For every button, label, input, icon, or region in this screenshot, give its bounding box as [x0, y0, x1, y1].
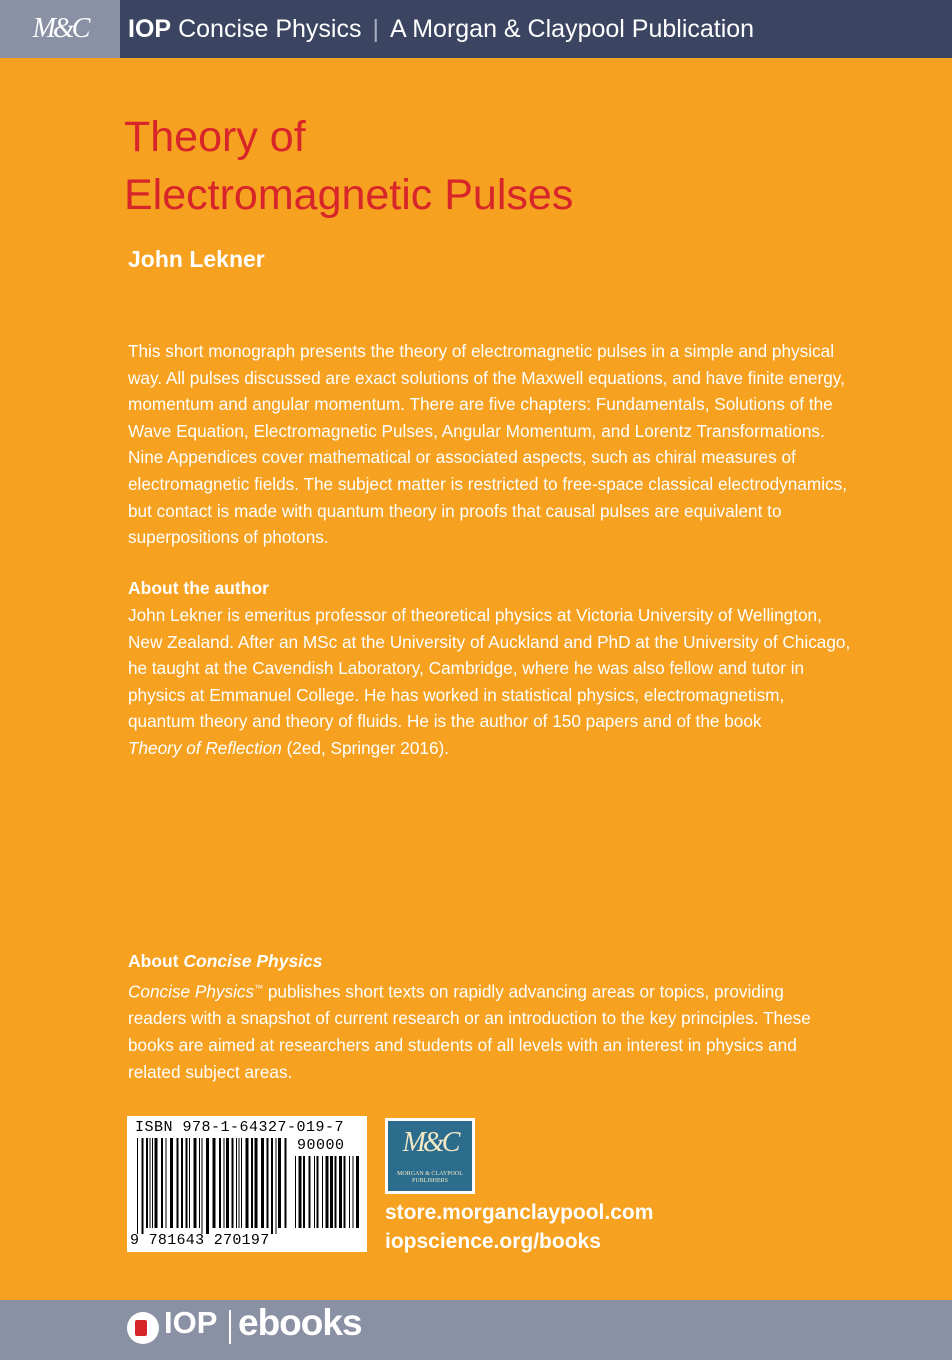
barcode-bar — [155, 1138, 158, 1228]
abstract-line: electromagnetic fields. The subject matter is restricted to free-space classical electrodynamics, — [128, 473, 847, 494]
header-bar — [0, 0, 952, 58]
abstract-line: This short monograph presents the theory of electromagnetic pulses in a simple and physical — [128, 341, 835, 361]
abstract-line: but contact is made with quantum theory in proofs that causal pulses are equivalent to — [128, 500, 782, 521]
barcode-bar — [142, 1138, 144, 1234]
isbn-barcode — [127, 1116, 367, 1252]
barcode-bar — [349, 1156, 350, 1228]
mc-logo-panel — [388, 1121, 472, 1191]
barcode-bar — [189, 1138, 190, 1228]
barcode-bar — [267, 1138, 269, 1228]
barcode-bar — [170, 1138, 173, 1228]
author-bio-line: quantum theory and theory of fluids. He is the author of 150 papers and of the book — [128, 711, 762, 732]
barcode-bar — [219, 1138, 221, 1228]
barcode-bar — [236, 1138, 237, 1228]
barcode-bar — [186, 1138, 188, 1228]
abstract-line: way. All pulses discussed are exact solutions of the Maxwell equations, and have finite energy, — [128, 367, 845, 388]
barcode-bar — [206, 1138, 209, 1234]
trademark-symbol: ™ — [254, 983, 264, 993]
barcode-bar — [146, 1138, 148, 1228]
iop-logo-icon — [127, 1312, 159, 1344]
barcode-bar — [213, 1138, 216, 1228]
publisher-logo — [0, 0, 120, 58]
barcode-bar — [278, 1138, 281, 1228]
barcode-bar — [314, 1156, 315, 1228]
barcode-bar — [241, 1138, 242, 1228]
barcode-bar — [339, 1156, 342, 1228]
barcode-bar — [261, 1138, 264, 1228]
series-desc-line: books are aimed at researchers and students of all levels with an interest in physics and — [128, 1034, 797, 1055]
mc-logo-line-1: MORGAN & CLAYPOOL — [397, 1171, 463, 1177]
barcode-bar — [322, 1156, 323, 1228]
author-name: John Lekner — [128, 246, 265, 272]
abstract-line: superpositions of photons. — [128, 527, 329, 548]
barcode-bar — [271, 1138, 273, 1234]
about-series-heading-name: Concise Physics — [183, 951, 323, 971]
series-desc-line: related subject areas. — [128, 1061, 293, 1082]
barcode-bar — [199, 1138, 200, 1228]
barcode-bar — [285, 1138, 287, 1228]
barcode-bar — [150, 1138, 151, 1228]
about-author-text — [128, 602, 851, 762]
book-title-line-2: Electromagnetic Pulses — [124, 171, 574, 219]
barcode-bar — [226, 1138, 229, 1228]
book-reference-detail: (2ed, Springer 2016). — [281, 737, 450, 758]
mc-logo-line-2: PUBLISHERS — [411, 1178, 448, 1184]
series-desc-line1: publishes short texts on rapidly advancing areas or topics, providing — [263, 981, 784, 1002]
abstract — [128, 338, 848, 551]
author-bio-line: John Lekner is emeritus professor of theoretical physics at Victoria University of Wellington, — [128, 605, 822, 625]
iop-label: IOP — [128, 14, 172, 43]
publisher-logo-mark: M&C — [32, 13, 88, 44]
series-name: Concise Physics — [178, 14, 362, 43]
barcode-digits: 9 781643 270197 — [130, 1232, 270, 1249]
barcode-bar — [309, 1156, 311, 1228]
barcode-bar — [335, 1156, 337, 1228]
barcode-bar — [161, 1138, 163, 1228]
series-desc-line — [128, 975, 848, 1005]
author-bio-line: he taught at the Cavendish Laboratory, Cambridge, where he was also fellow and tutor in — [128, 658, 805, 679]
abstract-line: Wave Equation, Electromagnetic Pulses, Angular Momentum, and Lorentz Transformations. — [128, 420, 825, 441]
mc-logo-mark: M&C — [402, 1127, 458, 1158]
abstract-line: momentum and angular momentum. There are five chapters: Fundamentals, Solutions of the — [128, 394, 833, 415]
isbn-label: ISBN 978-1-64327-019-7 — [135, 1119, 345, 1136]
author-bio-line: New Zealand. After an MSc at the University of Auckland and PhD at the University of Chicago, — [128, 631, 851, 652]
about-series-heading — [128, 951, 323, 972]
barcode-bar — [255, 1138, 258, 1228]
barcode-bar — [246, 1138, 249, 1228]
book-reference-title: Theory of Reflection — [128, 737, 282, 758]
barcode-bar — [295, 1156, 296, 1228]
barcode-bar — [166, 1138, 167, 1228]
barcode-bar — [239, 1138, 240, 1228]
author-bio-line: physics at Emmanuel College. He has worked in statistical physics, electromagnetism, — [128, 684, 785, 705]
barcode-bar — [326, 1156, 329, 1228]
morgan-claypool-logo — [385, 1118, 475, 1194]
imprint-label: A Morgan & Claypool Publication — [389, 14, 755, 43]
barcode-bar — [137, 1138, 138, 1234]
barcode-bar — [276, 1138, 277, 1234]
barcode-bar — [202, 1138, 203, 1234]
barcode-bar — [177, 1138, 179, 1228]
barcode-bar — [299, 1156, 302, 1228]
iop-footer-label: IOP — [164, 1305, 218, 1340]
ebooks-label: ebooks — [238, 1302, 362, 1343]
barcode-bar — [344, 1156, 346, 1228]
abstract-line: Nine Appendices cover mathematical or associated aspects, such as chiral measures of — [128, 447, 796, 468]
barcode-main-bars — [137, 1138, 287, 1234]
book-title-line-1: Theory of — [124, 113, 306, 161]
store-url[interactable]: store.morganclaypool.com — [385, 1201, 654, 1224]
series-name-inline: Concise Physics — [128, 981, 255, 1002]
barcode-bar — [152, 1138, 153, 1228]
barcode-bar — [330, 1156, 333, 1228]
about-series-heading-prefix: About — [128, 951, 184, 971]
barcode-addon-bars — [295, 1156, 361, 1234]
mc-logo-label — [388, 1171, 472, 1185]
about-author-heading: About the author — [128, 578, 269, 598]
barcode-bar — [356, 1156, 359, 1228]
barcode-bar — [181, 1138, 183, 1228]
barcode-bar — [224, 1138, 225, 1228]
series-title — [128, 0, 754, 58]
price-code: 90000 — [297, 1137, 345, 1154]
barcode-bar — [232, 1138, 234, 1228]
barcode-bar — [353, 1156, 354, 1228]
iopscience-url[interactable]: iopscience.org/books — [385, 1230, 601, 1253]
barcode-bar — [194, 1138, 197, 1228]
barcode-bar — [317, 1156, 319, 1228]
about-series-text — [128, 975, 848, 1085]
barcode-bar — [303, 1156, 305, 1228]
footer-divider — [229, 1310, 231, 1344]
barcode-bar — [251, 1138, 253, 1228]
series-desc-line: readers with a snapshot of current research or an introduction to the key principles. These — [128, 1008, 811, 1029]
header-divider: | — [372, 14, 379, 43]
author-bio-line — [128, 735, 848, 762]
